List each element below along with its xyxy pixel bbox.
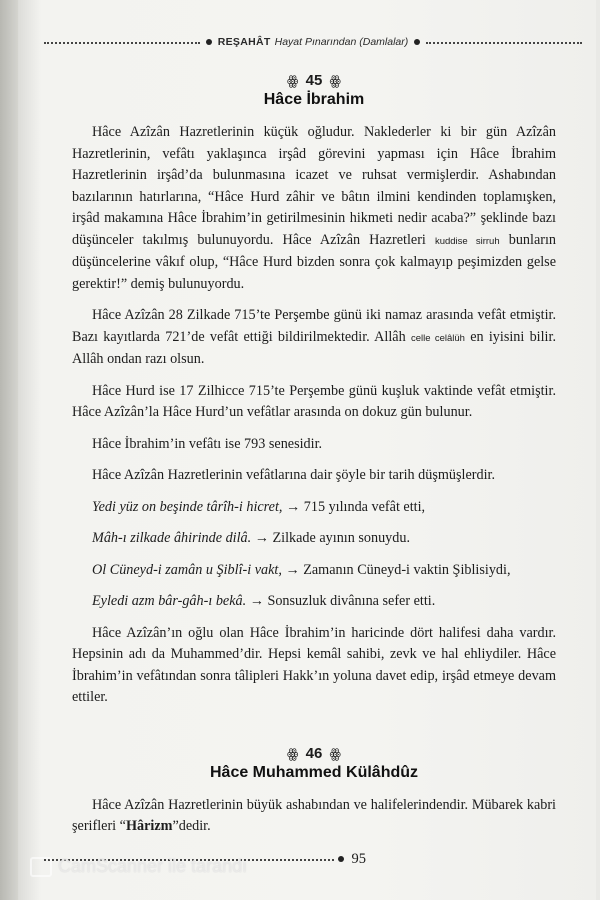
page-number: 95: [351, 850, 366, 867]
header-subtitle: Hayat Pınarından (Damlalar): [274, 36, 409, 48]
verse-text: Ol Cüneyd-i zamân u Şiblî-i vakt,: [92, 561, 282, 578]
paragraph-7: [72, 795, 556, 838]
section-number-46: [72, 745, 556, 763]
verse-meaning: → Zamanın Cüneyd-i vaktin Şiblisiydi,: [281, 561, 511, 578]
p1-text-a: Hâce Azîzân Hazretlerinin küçük oğludur. Naklederler ki bir gün Azîzân Hazretlerinin, vefâtı yaklaşınca irşâd görevini yapması için Hâce İbrahim Hazretlerinin irşâd’da bulunmasına icazet ve ruhsat vermişlerdir. Ashabından bazılarının hatırlarına, “Hâce Hurd zâhir ve bâtın ilmini kendinden toplamışken, irşâd makamına Hâce İbrahim’in getirilmesinin hikmeti nedir acaba?” şeklinde bazı düşünceler takılmış bulunuyordu. Hâce Azîzân Hazretleri: [72, 124, 556, 248]
ornament-left-icon: ꙮ: [287, 73, 299, 88]
verse-text: Eyledi azm bâr-gâh-ı bekâ.: [92, 593, 247, 609]
verse-line-4: [72, 591, 556, 613]
ornament-left-icon: ꙮ: [287, 745, 299, 761]
p2-text-b: en iyisini bilir. Allâh ondan razı olsun.: [72, 328, 556, 367]
header-bullet-left: [206, 39, 212, 45]
header-title: REŞAHÂT: [217, 36, 271, 48]
header-bullet-right: [414, 39, 420, 45]
page-content: [72, 72, 556, 848]
verse-text: Yedi yüz on beşinde târîh-i hicret,: [92, 498, 283, 515]
paragraph-4: Hâce İbrahim’in vefâtı ise 793 senesidir.: [92, 435, 323, 452]
camscanner-logo-icon: [30, 857, 52, 877]
paragraph-2: [72, 305, 556, 371]
p1-text-b: bunların düşüncelerine vâkıf olup, “Hâce Hurd bizden sonra çok kalmayıp peşimizden gelse gerektir!” demiş bulunuyordu.: [72, 231, 557, 292]
verse-line-3: [72, 560, 556, 582]
verse-line-2: [72, 528, 556, 550]
p2-text-a: Hâce Azîzân 28 Zilkade 715’te Perşembe günü iki namaz arasında vefât etmiştir. Bazı kayıtlarda 721’de vefât ettiği bildirilmektedir. Allâh: [72, 307, 556, 345]
book-spine: [0, 0, 18, 900]
p1-honorific: kuddise sirruh: [434, 235, 500, 247]
verse-text: Mâh-ı zilkade âhirinde dilâ.: [92, 530, 252, 546]
paragraph-6: Hâce Azîzân’ın oğlu olan Hâce İbrahim’in haricinde dört halifesi daha vardır. Hepsinin adı da Muhammed’dir. Hepsi kemâl sahibi, zevk ve hal ehliydiler. Hâce İbrahim’in vefâtından sonra tâlipleri Hakk’ın yoluna davet edip, irşâd etmeye devam ettiler.: [72, 624, 556, 705]
p7-text-b: ”dedir.: [172, 818, 211, 834]
header-dots-left: [44, 42, 200, 44]
section-number: 45: [305, 72, 323, 89]
paragraph-1: [72, 122, 556, 295]
p7-bold: Hârizm: [125, 818, 173, 834]
ornament-right-icon: ꙮ: [329, 745, 341, 761]
running-header: [44, 34, 582, 50]
verse-line-1: [72, 497, 556, 519]
verse-meaning: → Sonsuzluk divânına sefer etti.: [246, 593, 436, 609]
p7-text-a: Hâce Azîzân Hazretlerinin büyük ashabından ve halifelerindendir. Mübarek kabri şerifleri “: [72, 796, 556, 834]
paragraph-3: Hâce Hurd ise 17 Zilhicce 715’te Perşembe günü kuşluk vaktinde vefât etmiştir. Hâce Azîzân’la Hâce Hurd’un vefâtlar arasında on dokuz gün bulunur.: [72, 382, 556, 420]
section-title-45: Hâce İbrahim: [263, 91, 365, 108]
header-dots-right: [426, 42, 582, 44]
p2-honorific: celle celâlüh: [410, 332, 465, 344]
book-page: [18, 0, 596, 900]
ornament-right-icon: ꙮ: [329, 73, 341, 88]
section-title-46: Hâce Muhammed Külâhdûz: [209, 763, 419, 781]
section-number: 46: [305, 744, 323, 762]
watermark-text: CamScanner ile tarandı: [58, 856, 248, 876]
scanner-watermark: [30, 856, 247, 877]
footer-bullet: [338, 856, 344, 862]
verse-meaning: → 715 yılında vefât etti,: [282, 498, 426, 515]
section-number-45: [72, 72, 556, 90]
verse-meaning: → Zilkade ayının sonuydu.: [251, 530, 411, 546]
paragraph-5: Hâce Azîzân Hazretlerinin vefâtlarına dair şöyle bir tarih düşmüşlerdir.: [92, 467, 495, 483]
